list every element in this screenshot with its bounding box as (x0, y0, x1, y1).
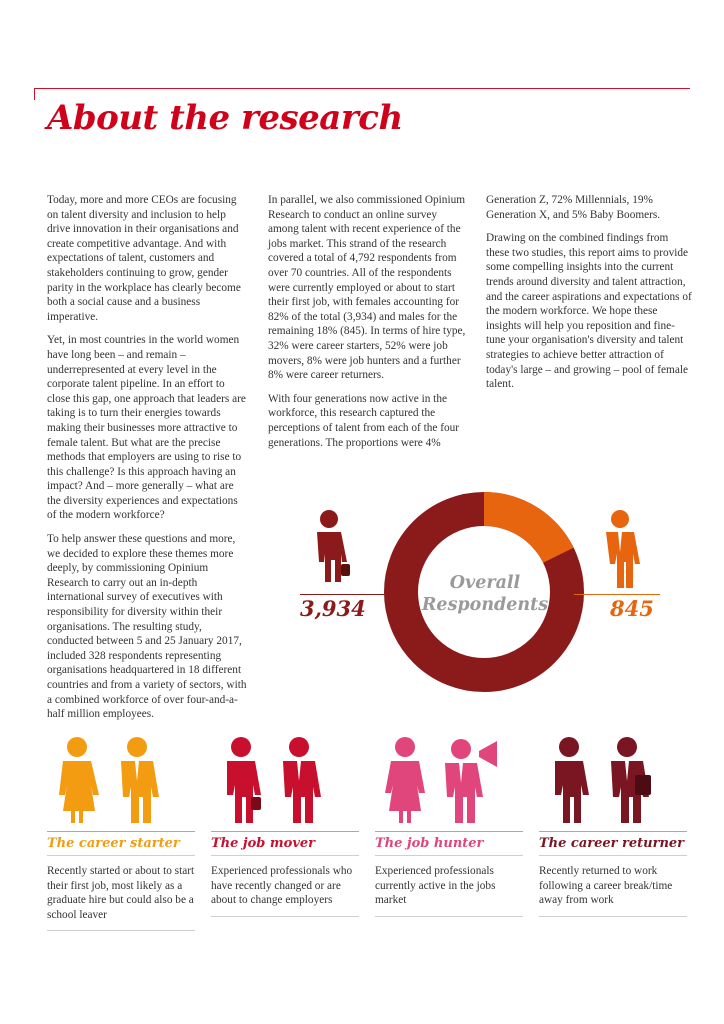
paragraph: To help answer these questions and more, we decided to explore these themes more deeply, by commissioning Opinium Research to carry out an in-depth international survey of executives with responsibility for diversity within their organisations. The resulting study, conducted between 5 and 25 January 2017, included 328 respondents representing organisations headquartered in 18 different countries and from a variety of sectors, with a combined workforce of over four-and-a-half million employees. (47, 533, 247, 721)
page-title: About the research (47, 98, 403, 138)
persona-description: Recently returned to work following a career break/time away from work (539, 864, 687, 917)
top-rule (34, 88, 690, 89)
career-starter-icon (47, 735, 195, 823)
persona-title: The career starter (47, 831, 195, 856)
persona-career-starter (47, 735, 195, 931)
paragraph: Drawing on the combined findings from these two studies, this report aims to provide some compelling insights into the current trends around diversity and talent attraction, and the career aspirations and expectations of the modern workforce. We hope these insights will help you reposition and fine-tune your organisation's diversity and talent strategies to achieve better attraction of today's large – and growing – pool of female talent. (486, 232, 692, 391)
persona-title: The job mover (211, 831, 359, 856)
donut-label (410, 572, 560, 616)
paragraph: Generation Z, 72% Millennials, 19% Generation X, and 5% Baby Boomers. (486, 194, 661, 221)
male-leader-line (574, 594, 660, 595)
persona-career-returner (539, 735, 687, 917)
persona-job-hunter (375, 735, 523, 917)
job-mover-icon (211, 735, 359, 823)
persona-job-mover (211, 735, 359, 917)
text-column-3 (486, 193, 694, 401)
persona-title: The job hunter (375, 831, 523, 856)
paragraph: In parallel, we also commissioned Opinium Research to conduct an online survey among talent with recent experience of the jobs market. This strand of the research covered a total of 4,792 respondents from over 70 countries. All of the respondents were currently employed or about to start their first job, with females accounting for 82% of the total (3,934) and males for the remaining 18% (845). In terms of hire type, 32% were career starters, 52% were job movers, 8% were job hunters and a further 8% were career returners. (268, 194, 466, 382)
career-returner-icon (539, 735, 687, 823)
job-hunter-icon (375, 735, 523, 823)
paragraph: Today, more and more CEOs are focusing on talent diversity and inclusion to help drive innovation in their organisations and create competitive advantage. And with expectations of talent, customers and stakeholders continuing to grow, gender parity in the workplace has clearly become both a social cause and a business imperative. (47, 194, 241, 323)
male-count: 845 (610, 596, 654, 621)
persona-description: Experienced professionals who have recently changed or are about to change employers (211, 864, 359, 917)
female-person-icon (305, 508, 353, 592)
donut-label-line2: Respondents (421, 595, 549, 615)
persona-description: Recently started or about to start their first job, most likely as a graduate hire but could also be a school leaver (47, 864, 195, 931)
text-column-2 (268, 193, 468, 459)
top-rule-tick (34, 88, 35, 100)
paragraph: With four generations now active in the workforce, this research captured the perceptions of talent from each of the four generations. The proportions were 4% (268, 392, 460, 449)
female-count: 3,934 (300, 596, 366, 621)
male-person-icon (596, 508, 644, 592)
paragraph: Yet, in most countries in the world women have long been – and remain – underrepresented at every level in the corporate talent pipeline. In an effort to close this gap, one approach that leaders are taking is to turn their energies towards making their businesses more attractive to female talent. But what are the precise methods that employers are using to rise to this challenge? Is this approach having an impact? And – more generally – what are the diversity experiences and expectations of the modern workforce? (47, 334, 246, 522)
female-leader-line (300, 594, 392, 595)
persona-description: Experienced professionals currently active in the jobs market (375, 864, 523, 917)
text-column-1 (47, 193, 247, 731)
donut-label-line1: Overall (449, 573, 521, 593)
persona-title: The career returner (539, 831, 687, 856)
